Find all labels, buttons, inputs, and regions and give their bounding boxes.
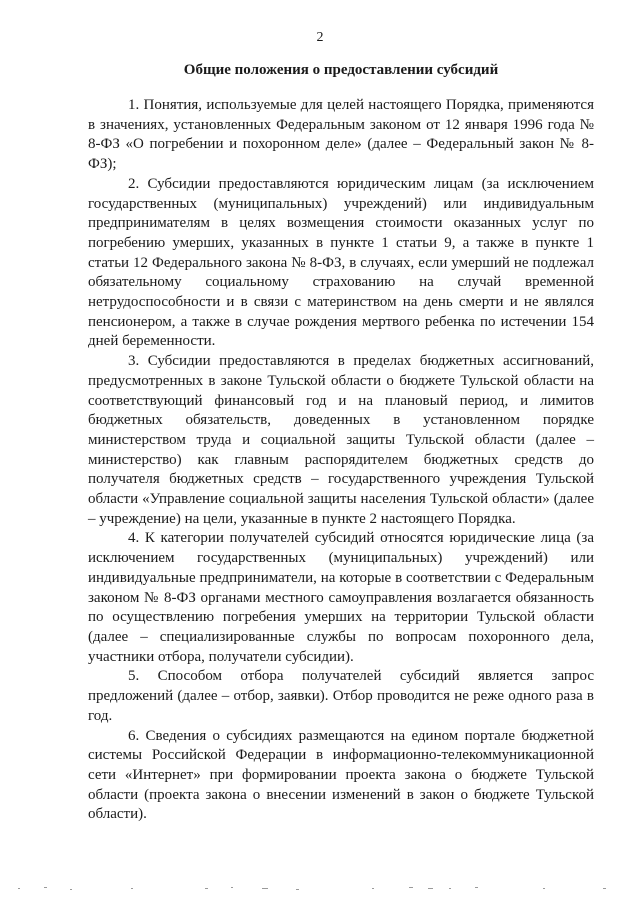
paragraph-6: 6. Сведения о субсидиях размещаются на едином портале бюджетной системы Российской Федерации в информационно-телекоммуникационной сети «Интернет» при формировании проекта закона о бюджете Тульской области (проекта закона о внесении изменений в закон о бюджете Тульской области).: [88, 727, 594, 823]
paragraph-3: 3. Субсидии предоставляются в пределах бюджетных ассигнований, предусмотренных в законе Тульской области о бюджете Тульской области на соответствующий финансовый год и на плановый период, и лимитов бюджетных обязательств, доведенных в установленном порядке министерством труда и социальной защиты Тульской области (далее – министерство) как главным распорядителем бюджетных средств до получателя бюджетных средств – государственного учреждения Тульской области «Управление социальной защиты населения Тульской области» (далее – учреждение) на цели, указанные в пункте 2 настоящего Порядка.: [88, 353, 594, 527]
paragraph-4: 4. К категории получателей субсидий относятся юридические лица (за исключением государственных (муниципальных) учреждений) или индивидуальные предприниматели, на которые в соответствии с Федеральным законом № 8-ФЗ органами местного самоуправления возлагается обязанность по осуществлению погребения умерших на территории Тульской области (далее – специализированные службы по вопросам похоронного дела, участники отбора, получатели субсидии).: [88, 530, 594, 665]
paragraph-1: 1. Понятия, используемые для целей настоящего Порядка, применяются в значениях, установленных Федеральным законом от 12 января 1996 года № 8-ФЗ «О погребении и похоронном деле» (далее – Федеральный закон № 8-ФЗ);: [88, 97, 594, 173]
scan-noise-strip: [0, 884, 640, 894]
section-heading: Общие положения о предоставлении субсидий: [183, 62, 499, 78]
document-body: [88, 96, 594, 825]
paragraph-5: 5. Способом отбора получателей субсидий является запрос предложений (далее – отбор, заявки). Отбор проводится не реже одного раза в год.: [88, 668, 594, 724]
paragraph-2: 2. Субсидии предоставляются юридическим лицам (за исключением государственных (муниципальных) учреждений) или индивидуальным предпринимателям в целях возмещения стоимости оказанных услуг по погребению умерших, указанных в пункте 1 статьи 9, а также в пункте 1 статьи 12 Федерального закона № 8-ФЗ, в случаях, если умерший не подлежал обязательному социальному страхованию на случай временной нетрудоспособности и в связи с материнством на день смерти и не являлся пенсионером, а также в случае рождения мертвого ребенка по истечении 154 дней беременности.: [88, 175, 594, 350]
page-number: 2: [316, 30, 324, 45]
